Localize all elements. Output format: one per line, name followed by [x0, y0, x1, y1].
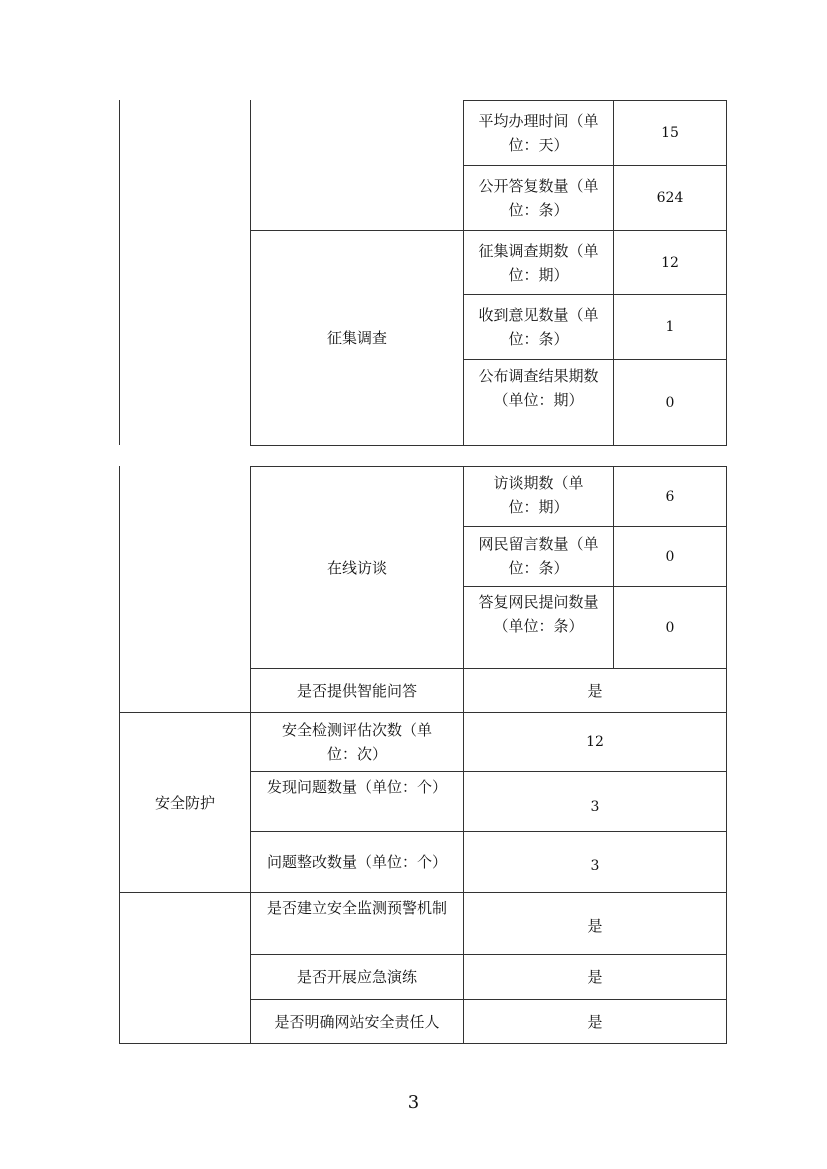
page-number: 3 [407, 1092, 420, 1113]
table-row-drill-label: 是否开展应急演练 [296, 968, 417, 986]
table-row-public-reply-value: 624 [656, 190, 684, 206]
table-row-netizen-messages-label: 网民留言数量（单位：条） [478, 535, 599, 577]
table-row-problems-found-value: 3 [590, 799, 600, 815]
table-row-netizen-messages-value: 0 [665, 548, 675, 565]
table-row-responsible-value: 是 [587, 1012, 603, 1031]
table-row-interview-periods-label: 访谈期数（单位：期） [493, 474, 584, 516]
table-row-survey-results-label: 公布调查结果期数（单位：期） [478, 367, 599, 409]
table-row-responsible-label: 是否明确网站安全责任人 [274, 1012, 440, 1031]
table-row-monitoring-label: 是否建立安全监测预警机制 [266, 899, 447, 917]
table-row-opinions-value: 1 [665, 319, 675, 335]
table-row-avg-time-label: 平均办理时间（单位：天） [478, 112, 599, 154]
category-survey: 征集调查 [326, 329, 387, 347]
table-row-public-reply-label: 公开答复数量（单位：条） [478, 177, 599, 219]
table-row-problems-fixed-value: 3 [590, 858, 600, 874]
category-security: 安全防护 [154, 793, 215, 812]
table-row-replies-value: 0 [665, 619, 675, 636]
smart-qa-value: 是 [587, 681, 603, 700]
table-row-survey-results-value: 0 [665, 394, 675, 411]
table-row-opinions-label: 收到意见数量（单位：条） [478, 306, 599, 348]
table-row-survey-periods-label: 征集调查期数（单位：期） [478, 242, 599, 284]
table-row-avg-time-value: 15 [661, 125, 679, 141]
table-row-interview-periods-value: 6 [665, 488, 675, 505]
table-row-survey-periods-value: 12 [661, 254, 679, 271]
smart-qa-label: 是否提供智能问答 [296, 681, 417, 700]
table-row-monitoring-value: 是 [587, 917, 603, 935]
table-row-problems-found-label: 发现问题数量（单位：个） [266, 778, 447, 796]
table-row-drill-value: 是 [587, 968, 603, 986]
table-row-security-checks-value: 12 [586, 734, 604, 750]
category-online-interview: 在线访谈 [326, 558, 387, 577]
table-row-replies-label: 答复网民提问数量（单位：条） [478, 593, 599, 635]
table-row-security-checks-label: 安全检测评估次数（单位：次） [281, 721, 432, 763]
table-row-problems-fixed-label: 问题整改数量（单位：个） [266, 853, 447, 871]
